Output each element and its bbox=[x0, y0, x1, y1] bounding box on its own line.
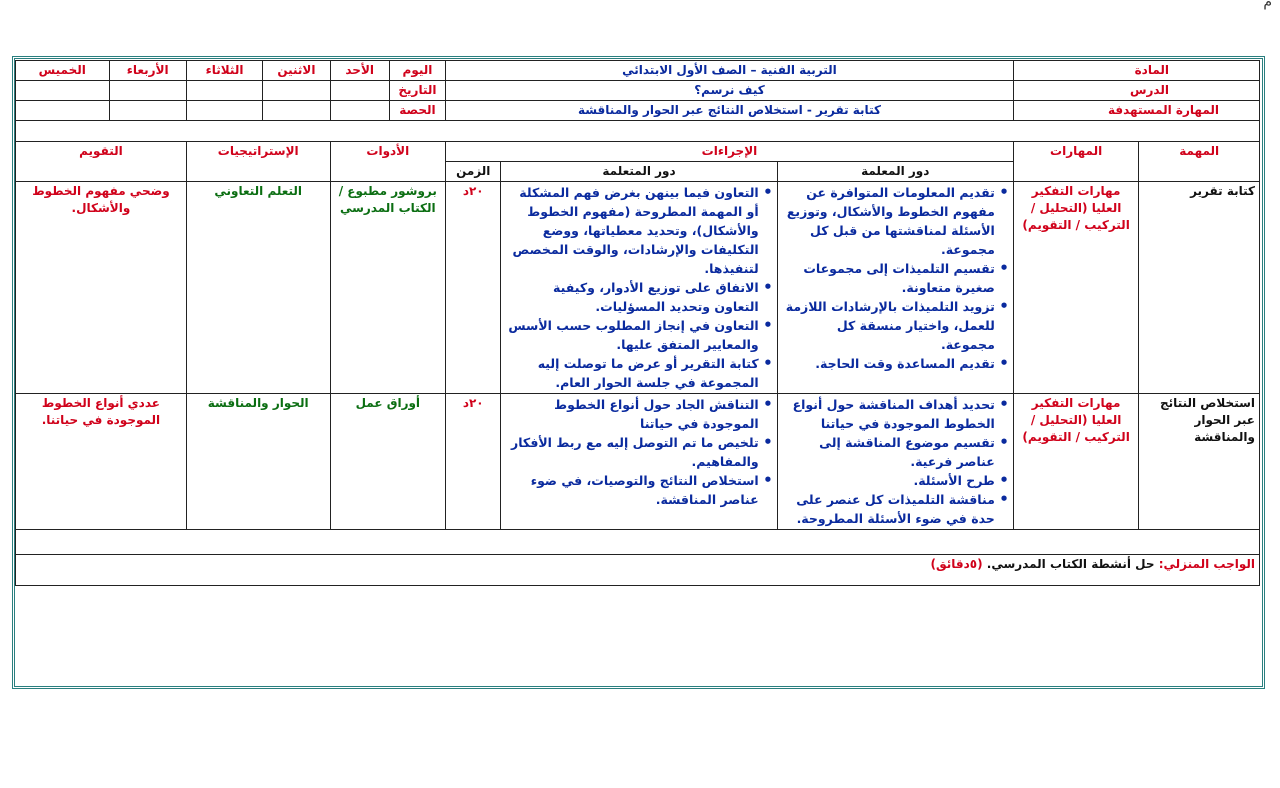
homework-label: الواجب المنزلي: bbox=[1158, 557, 1255, 571]
day-label: اليوم bbox=[389, 61, 445, 81]
list-item: • تقسيم التلميذات إلى مجموعات صغيرة متعاونة. bbox=[782, 259, 995, 297]
task-cell: كتابة تقرير bbox=[1139, 182, 1260, 394]
col-procedures: الإجراءات bbox=[446, 142, 1014, 162]
homework-text: حل أنشطة الكتاب المدرسي. bbox=[986, 557, 1155, 571]
strategy-cell: الحوار والمناقشة bbox=[186, 394, 330, 530]
spacer-row bbox=[16, 530, 1260, 555]
day-monday: الاثنين bbox=[263, 61, 330, 81]
evaluation-cell: وضحي مفهوم الخطوط والأشكال. bbox=[16, 182, 187, 394]
list-item: • تزويد التلميذات بالإرشادات اللازمة للعمل، واختيار منسقة كل مجموعة. bbox=[782, 297, 995, 354]
subject-value: التربية الفنية – الصف الأول الابتدائي bbox=[446, 61, 1014, 81]
skills-cell: مهارات التفكير العليا (التحليل / التركيب / التقويم) bbox=[1013, 182, 1139, 394]
list-item: • طرح الأسئلة. bbox=[782, 471, 995, 490]
list-item: • تقديم المساعدة وقت الحاجة. bbox=[782, 354, 995, 373]
time-cell: ٢٠د bbox=[446, 182, 501, 394]
list-item: • تقديم المعلومات المتوافرة عن مفهوم الخطوط والأشكال، وتوزيع الأسئلة لمناقشتها من قبل كل مجموعة. bbox=[782, 183, 995, 259]
list-item: • استخلاص النتائج والتوصيات، في ضوء عناصر المناقشة. bbox=[505, 471, 758, 509]
col-tools: الأدوات bbox=[330, 142, 446, 182]
day-thursday: الخميس bbox=[16, 61, 110, 81]
header-row-lesson bbox=[16, 81, 1260, 101]
date-label: التاريخ bbox=[389, 81, 445, 101]
list-item: • التناقش الجاد حول أنواع الخطوط الموجودة في حياتنا bbox=[505, 395, 758, 433]
skill-label: المهارة المستهدفة bbox=[1013, 101, 1259, 121]
student-role-cell bbox=[501, 182, 777, 394]
list-item: • كتابة التقرير أو عرض ما توصلت إليه المجموعة في جلسة الحوار العام. bbox=[505, 354, 758, 392]
lesson-value: كيف نرسم؟ bbox=[446, 81, 1014, 101]
column-header-row bbox=[16, 142, 1260, 162]
teacher-role-cell bbox=[777, 182, 1013, 394]
time-cell: ٢٠د bbox=[446, 394, 501, 530]
tools-cell: أوراق عمل bbox=[330, 394, 446, 530]
list-item: • مناقشة التلميذات كل عنصر على حدة في ضوء الأسئلة المطروحة. bbox=[782, 490, 995, 528]
lesson-plan-table bbox=[15, 60, 1260, 586]
homework-duration: (٥دقائق) bbox=[930, 557, 983, 571]
col-teacher-role: دور المعلمة bbox=[777, 162, 1013, 182]
table-row bbox=[16, 394, 1260, 530]
subject-label: المادة bbox=[1013, 61, 1259, 81]
homework-cell bbox=[16, 555, 1260, 586]
day-wednesday: الأربعاء bbox=[109, 61, 186, 81]
day-tuesday: الثلاثاء bbox=[186, 61, 262, 81]
list-item: • تقسيم موضوع المناقشة إلى عناصر فرعية. bbox=[782, 433, 995, 471]
student-role-cell bbox=[501, 394, 777, 530]
lesson-label: الدرس bbox=[1013, 81, 1259, 101]
day-sunday: الأحد bbox=[330, 61, 389, 81]
strategy-cell: التعلم التعاوني bbox=[186, 182, 330, 394]
skill-value: كتابة تقرير - استخلاص النتائج عبر الحوار والمناقشة bbox=[446, 101, 1014, 121]
table-row bbox=[16, 182, 1260, 394]
list-item: • تلخيص ما تم التوصل إليه مع ربط الأفكار والمفاهيم. bbox=[505, 433, 758, 471]
header-row-subject bbox=[16, 61, 1260, 81]
skills-cell: مهارات التفكير العليا (التحليل / التركيب / التقويم) bbox=[1013, 394, 1139, 530]
col-time: الزمن bbox=[446, 162, 501, 182]
col-task: المهمة bbox=[1139, 142, 1260, 182]
col-strategies: الإستراتيجيات bbox=[186, 142, 330, 182]
teacher-role-cell bbox=[777, 394, 1013, 530]
tools-cell: بروشور مطبوع / الكتاب المدرسي bbox=[330, 182, 446, 394]
corner-mark: م bbox=[1263, 0, 1272, 10]
col-skills: المهارات bbox=[1013, 142, 1139, 182]
list-item: • تحديد أهداف المناقشة حول أنواع الخطوط الموجودة في حياتنا bbox=[782, 395, 995, 433]
task-cell: استخلاص النتائج عبر الحوار والمناقشة bbox=[1139, 394, 1260, 530]
list-item: • التعاون في إنجاز المطلوب حسب الأسس والمعايير المتفق عليها. bbox=[505, 316, 758, 354]
homework-row bbox=[16, 555, 1260, 586]
spacer-row bbox=[16, 121, 1260, 142]
period-label: الحصة bbox=[389, 101, 445, 121]
col-evaluation: التقويم bbox=[16, 142, 187, 182]
evaluation-cell: عددي أنواع الخطوط الموجودة في حياتنا. bbox=[16, 394, 187, 530]
list-item: • الاتفاق على توزيع الأدوار، وكيفية التعاون وتحديد المسؤليات. bbox=[505, 278, 758, 316]
list-item: • التعاون فيما بينهن بغرض فهم المشكلة أو المهمة المطروحة (مفهوم الخطوط والأشكال)، وتحديد معطياتها، ووضع التكليفات والإرشادات، والوقت المخصص لتنفيذها. bbox=[505, 183, 758, 278]
header-row-skill bbox=[16, 101, 1260, 121]
col-student-role: دور المتعلمة bbox=[501, 162, 777, 182]
